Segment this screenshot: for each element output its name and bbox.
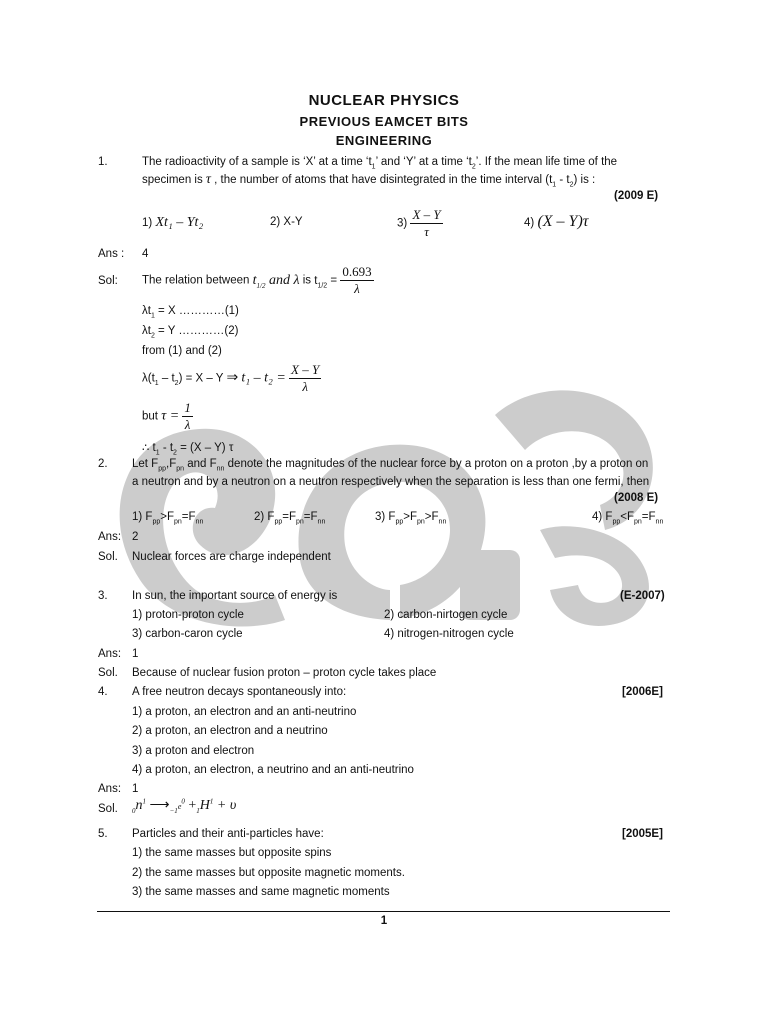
q5-number: 5. [98, 828, 108, 840]
q1-sol-line1: The relation between $t_{1/2}$ and λ is $t_{1/2}$ = $\frac{0.693}{\lambda}$ [142, 264, 372, 296]
q3-text: In sun, the important source of energy is [132, 590, 338, 602]
q1-text-line2: specimen is τ , the number of atoms that have disintegrated in the time interval $(t_1 - t_2)$ is : [142, 172, 596, 189]
q3-option-4: 4) nitrogen-nitrogen cycle [384, 628, 514, 640]
q4-option-1: 1) a proton, an electron and an anti-neutrino [132, 706, 357, 718]
page-number: 1 [380, 915, 388, 927]
q3-number: 3. [98, 590, 108, 602]
q5-option-2: 2) the same masses but opposite magnetic moments. [132, 867, 405, 879]
q1-sol-line5: $\lambda(t_1 - t_2) = X - Y$ ⇒ t₁ – t₂ = $\frac{X - Y}{\lambda}$ [142, 362, 320, 394]
q3-solution: Because of nuclear fusion proton – proton cycle takes place [132, 667, 437, 679]
q4-answer: 1 [132, 783, 139, 795]
q2-option-3: 3) $F_{pp}>F_{pn}>F_{nn}$ [375, 511, 447, 526]
page-subtitle: PREVIOUS EAMCET BITS [299, 114, 469, 129]
q1-option-4: 4) (X – Y)τ [524, 213, 589, 230]
q4-sol-label: Sol. [98, 803, 118, 815]
q2-option-4: 4) $F_{pp}<F_{pn}=F_{nn}$ [592, 511, 664, 526]
q4-option-2: 2) a proton, an electron and a neutrino [132, 725, 328, 737]
q2-option-2: 2) $F_{pp}=F_{pn}=F_{nn}$ [254, 511, 326, 526]
q4-ans-label: Ans: [98, 783, 122, 795]
q1-sol-line7: ∴ $t_1 - t_2 = (X - Y)$ τ [142, 442, 234, 457]
q2-year: (2008 E) [614, 492, 659, 504]
q4-option-3: 3) a proton and electron [132, 745, 255, 757]
q1-sol-line4: from (1) and (2) [142, 345, 222, 357]
q2-solution: Nuclear forces are charge independent [132, 551, 331, 563]
page-title: NUCLEAR PHYSICS [308, 92, 460, 109]
q1-ans-label: Ans : [98, 248, 125, 260]
q2-number: 2. [98, 458, 108, 470]
q3-ans-label: Ans: [98, 648, 122, 660]
q1-option-1: 1) Xt₁ – Yt₂ [142, 215, 204, 230]
q5-option-3: 3) the same masses and same magnetic moments [132, 886, 390, 898]
footer-rule [97, 911, 670, 912]
q4-option-4: 4) a proton, an electron, a neutrino and an anti-neutrino [132, 764, 414, 776]
q1-sol-line3: $\lambda t_2 = Y$ …………(2) [142, 325, 239, 340]
q4-solution-equation: $_0n^1$ $⟶_{-1}e^0 +_1H^1 + \upsilon$ [132, 797, 237, 815]
q2-text-line1: Let $F_{pp},F_{pn}$ and $F_{nn}$ denote the magnitudes of the nuclear force by a proton on a proton ,by a proton on [132, 458, 649, 473]
q1-year: (2009 E) [614, 190, 659, 202]
q1-option-3: 3) $\frac{X - Y}{\tau}$ [397, 207, 441, 239]
q2-ans-label: Ans: [98, 531, 122, 543]
section-title: ENGINEERING [335, 133, 433, 148]
q5-text: Particles and their anti-particles have: [132, 828, 324, 840]
q3-answer: 1 [132, 648, 139, 660]
q3-option-3: 3) carbon-caron cycle [132, 628, 243, 640]
q1-sol-label: Sol: [98, 275, 118, 287]
q4-text: A free neutron decays spontaneously into: [132, 686, 347, 698]
q1-number: 1. [98, 156, 108, 168]
q4-year: [2006E] [622, 686, 663, 698]
q1-sol-line2: $\lambda t_1 = X$ …………(1) [142, 305, 239, 320]
q5-year: [2005E] [622, 828, 663, 840]
q4-number: 4. [98, 686, 108, 698]
q2-sol-label: Sol. [98, 551, 118, 563]
q2-text-line2: a neutron and by a neutron on a neutron respectively when the separation is less than one fermi, then [132, 476, 650, 488]
q3-year: (E-2007) [620, 590, 665, 602]
q3-option-2: 2) carbon-nirtogen cycle [384, 609, 508, 621]
q3-sol-label: Sol. [98, 667, 118, 679]
q5-option-1: 1) the same masses but opposite spins [132, 847, 332, 859]
q1-option-2: 2) X-Y [270, 216, 303, 228]
q1-sol-line6: but τ = $\frac{1}{\lambda}$ [142, 400, 191, 432]
q2-answer: 2 [132, 531, 139, 543]
q2-option-1: 1) $F_{pp}>F_{pn}=F_{nn}$ [132, 511, 204, 526]
q3-option-1: 1) proton-proton cycle [132, 609, 244, 621]
q1-text-line1: The radioactivity of a sample is ‘X’ at a time ‘$t_1$’ and ‘Y’ at a time ‘$t_2$’. If the mean life time of the [142, 156, 618, 171]
q1-answer: 4 [142, 248, 149, 260]
